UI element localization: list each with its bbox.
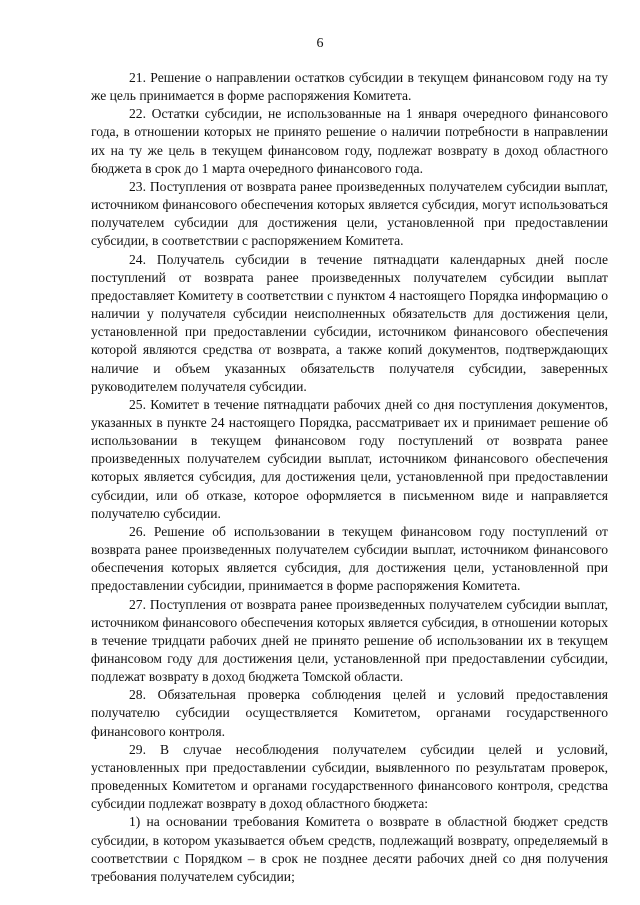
document-body — [91, 69, 608, 886]
paragraph-29: 29. В случае несоблюдения получателем субсидии целей и условий, установленных при предоставлении субсидии, выявленного по результатам проверок, проведенных Комитетом и органами государственного финансового контроля, средства субсидии подлежат возврату в доход областного бюджета: — [91, 741, 608, 812]
paragraph-28: 28. Обязательная проверка соблюдения целей и условий предоставления получателю субсидии осуществляется Комитетом, органами государственного финансового контроля. — [91, 687, 608, 739]
paragraph-25: 25. Комитет в течение пятнадцати рабочих дней со дня поступления документов, указанных в пункте 24 настоящего Порядка, рассматривает их и принимает решение об использовании в текущем финансовом году поступлений от возврата ранее произведенных получателем субсидии выплат, источником финансового обеспечения которых является субсидия, для достижения цели, установленной при предоставлении субсидии, или об отказе, которое оформляется в письменном виде и направляется получателю субсидии. — [91, 396, 608, 521]
paragraph-26: 26. Решение об использовании в текущем финансовом году поступлений от возврата ранее произведенных получателем субсидии выплат, источником финансового обеспечения которых является субсидия, для достижения цели, установленной при предоставлении субсидии, принимается в форме распоряжения Комитета. — [91, 523, 608, 594]
paragraph-23: 23. Поступления от возврата ранее произведенных получателем субсидии выплат, источником финансового обеспечения которых является субсидия, могут использоваться получателем субсидии для достижения цели, установленной при предоставлении субсидии, в соответствии с распоряжением Комитета. — [91, 178, 608, 249]
paragraph-27: 27. Поступления от возврата ранее произведенных получателем субсидии выплат, источником финансового обеспечения которых является субсидия, в отношении которых в течение тридцати рабочих дней не принято решение об использовании их в текущем финансовом году для достижения цели, установленной при предоставлении субсидии, подлежат возврату в доход бюджета Томской области. — [91, 596, 608, 685]
paragraph-21: 21. Решение о направлении остатков субсидии в текущем финансовом году на ту же цель принимается в форме распоряжения Комитета. — [91, 70, 608, 104]
page-number: 6 — [316, 36, 324, 51]
paragraph-22: 22. Остатки субсидии, не использованные на 1 января очередного финансового года, в отношении которых не принято решение о наличии потребности в направлении их на ту же цель в текущем финансовом году, подлежат возврату в доход областного бюджета в срок до 1 марта очередного финансового года. — [91, 106, 608, 176]
paragraph-29-item-1: 1) на основании требования Комитета о возврате в областной бюджет средств субсидии, в котором указывается объем средств, подлежащий возврату, определяемый в соответствии с Порядком – в срок не позднее десяти рабочих дней со дня получения требования получателем субсидии; — [91, 814, 608, 884]
paragraph-24: 24. Получатель субсидии в течение пятнадцати календарных дней после поступлений от возврата ранее произведенных получателем субсидии выплат предоставляет Комитету в соответствии с пунктом 4 настоящего Порядка информацию о наличии у получателя субсидии неисполненных обязательств для достижения цели, установленной при предоставлении субсидии, источником финансового обеспечения которой являются средства от возврата, а также копий документов, подтверждающих наличие и объем указанных обязательств получателя субсидии, заверенных руководителем получателя субсидии. — [91, 251, 608, 394]
